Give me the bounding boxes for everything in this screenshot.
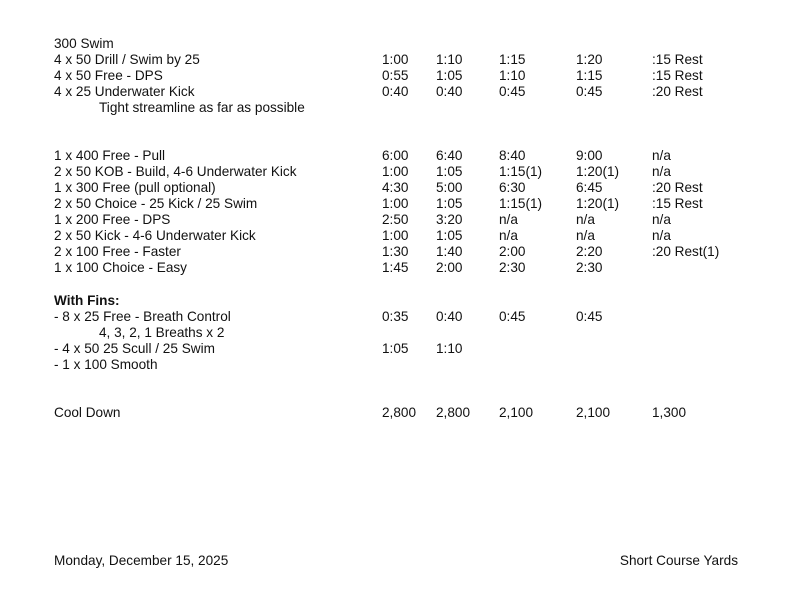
total-col-2: 2,800: [436, 405, 471, 420]
interval-col-4: 0:45: [576, 84, 603, 99]
set-label: - 8 x 25 Free - Breath Control: [54, 309, 231, 324]
interval-col-4: 9:00: [576, 148, 603, 163]
set-row: [0, 244, 792, 260]
set-row: [0, 357, 792, 373]
total-col-4: 2,100: [576, 405, 611, 420]
set-label: 1 x 400 Free - Pull: [54, 148, 166, 163]
set-label: - 1 x 100 Smooth: [54, 357, 158, 372]
interval-col-2: 5:00: [436, 180, 463, 195]
total-col-1: 2,800: [382, 405, 417, 420]
interval-col-2: 1:05: [436, 164, 463, 179]
interval-col-3: 0:45: [499, 309, 526, 324]
set-label: 2 x 50 Choice - 25 Kick / 25 Swim: [54, 196, 258, 211]
set-label: 2 x 100 Free - Faster: [54, 244, 181, 259]
set-note-text: 4, 3, 2, 1 Breaths x 2: [99, 325, 225, 340]
interval-col-1: 2:50: [382, 212, 409, 227]
interval-col-1: 0:40: [382, 84, 409, 99]
set-label: 300 Swim: [54, 36, 114, 51]
total-col-5: 1,300: [652, 405, 687, 420]
interval-col-1: 0:55: [382, 68, 409, 83]
interval-col-2: 1:05: [436, 228, 463, 243]
totals-label: Cool Down: [54, 405, 121, 420]
interval-col-2: 1:10: [436, 341, 463, 356]
footer-date: Monday, December 15, 2025: [54, 553, 229, 568]
set-note: [0, 100, 792, 116]
set-row: [0, 196, 792, 212]
rest-col: n/a: [652, 212, 671, 227]
interval-col-2: 3:20: [436, 212, 463, 227]
interval-col-4: 6:45: [576, 180, 603, 195]
set-row: [0, 84, 792, 100]
interval-col-2: 0:40: [436, 309, 463, 324]
interval-col-3: 2:00: [499, 244, 526, 259]
interval-col-1: 1:00: [382, 52, 409, 67]
interval-col-4: 1:20: [576, 52, 603, 67]
interval-col-3: 1:10: [499, 68, 526, 83]
interval-col-1: 0:35: [382, 309, 409, 324]
interval-col-3: 6:30: [499, 180, 526, 195]
interval-col-1: 1:00: [382, 228, 409, 243]
rest-col: :20 Rest(1): [652, 244, 720, 259]
interval-col-1: 1:00: [382, 164, 409, 179]
set-row: [0, 341, 792, 357]
set-row: [0, 36, 792, 52]
interval-col-1: 6:00: [382, 148, 409, 163]
set-label: - 4 x 50 25 Scull / 25 Swim: [54, 341, 215, 356]
interval-col-4: n/a: [576, 212, 595, 227]
set-row: [0, 148, 792, 164]
interval-col-2: 1:05: [436, 68, 463, 83]
set-row: [0, 180, 792, 196]
set-label: 4 x 50 Drill / Swim by 25: [54, 52, 200, 67]
set-label: 4 x 25 Underwater Kick: [54, 84, 195, 99]
interval-col-4: 1:20(1): [576, 164, 620, 179]
interval-col-3: n/a: [499, 212, 518, 227]
interval-col-3: n/a: [499, 228, 518, 243]
interval-col-2: 0:40: [436, 84, 463, 99]
rest-col: n/a: [652, 148, 671, 163]
rest-col: :15 Rest: [652, 52, 703, 67]
set-label: 1 x 100 Choice - Easy: [54, 260, 187, 275]
rest-col: :15 Rest: [652, 196, 703, 211]
interval-col-4: 1:20(1): [576, 196, 620, 211]
set-label: 1 x 300 Free (pull optional): [54, 180, 216, 195]
interval-col-2: 1:10: [436, 52, 463, 67]
set-label: 2 x 50 KOB - Build, 4-6 Underwater Kick: [54, 164, 297, 179]
set-row: [0, 68, 792, 84]
interval-col-3: 1:15(1): [499, 164, 543, 179]
set-row: [0, 164, 792, 180]
interval-col-2: 2:00: [436, 260, 463, 275]
interval-col-1: 4:30: [382, 180, 409, 195]
section-heading-row: [0, 293, 792, 309]
set-label: 4 x 50 Free - DPS: [54, 68, 163, 83]
total-col-3: 2,100: [499, 405, 534, 420]
interval-col-4: 2:20: [576, 244, 603, 259]
set-row: [0, 212, 792, 228]
interval-col-4: 0:45: [576, 309, 603, 324]
set-row: [0, 309, 792, 325]
set-label: 1 x 200 Free - DPS: [54, 212, 171, 227]
interval-col-1: 1:45: [382, 260, 409, 275]
interval-col-1: 1:00: [382, 196, 409, 211]
interval-col-3: 0:45: [499, 84, 526, 99]
totals-row: [0, 405, 792, 421]
set-note-text: Tight streamline as far as possible: [99, 100, 305, 115]
rest-col: :20 Rest: [652, 84, 703, 99]
interval-col-3: 8:40: [499, 148, 526, 163]
interval-col-3: 1:15(1): [499, 196, 543, 211]
interval-col-4: 1:15: [576, 68, 603, 83]
rest-col: n/a: [652, 164, 671, 179]
footer-course: Short Course Yards: [619, 553, 738, 568]
interval-col-1: 1:30: [382, 244, 409, 259]
set-label: 2 x 50 Kick - 4-6 Underwater Kick: [54, 228, 256, 243]
interval-col-4: n/a: [576, 228, 595, 243]
section-heading: With Fins:: [54, 293, 120, 308]
interval-col-4: 2:30: [576, 260, 603, 275]
rest-col: n/a: [652, 228, 671, 243]
rest-col: :20 Rest: [652, 180, 703, 195]
set-row: [0, 260, 792, 276]
interval-col-2: 1:05: [436, 196, 463, 211]
interval-col-2: 6:40: [436, 148, 463, 163]
interval-col-2: 1:40: [436, 244, 463, 259]
set-note: [0, 325, 792, 341]
set-row: [0, 228, 792, 244]
interval-col-3: 1:15: [499, 52, 526, 67]
rest-col: :15 Rest: [652, 68, 703, 83]
interval-col-1: 1:05: [382, 341, 409, 356]
interval-col-3: 2:30: [499, 260, 526, 275]
set-row: [0, 52, 792, 68]
